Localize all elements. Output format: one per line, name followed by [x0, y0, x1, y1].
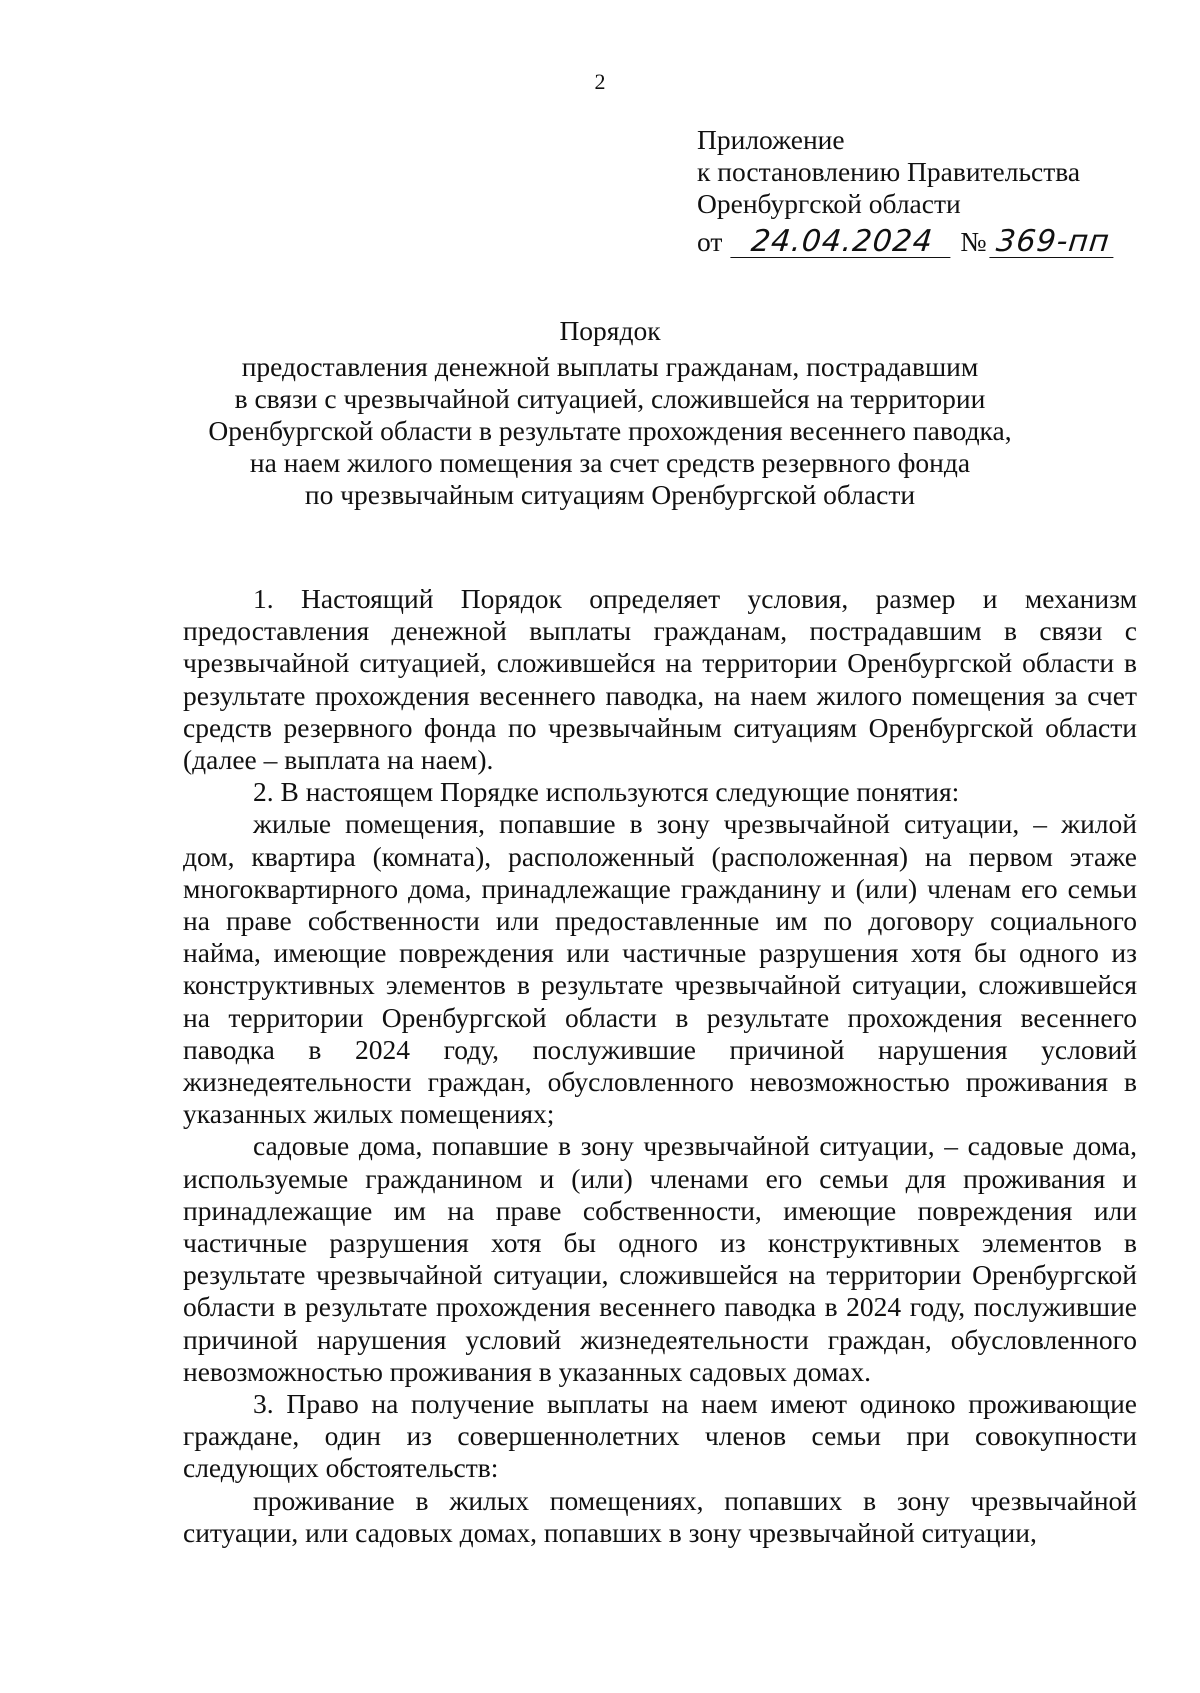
title-line-4: на наем жилого помещения за счет средств резервного фонда [249, 447, 971, 478]
document-title [150, 315, 1070, 511]
paragraph-1: 1. Настоящий Порядок определяет условия, размер и механизм предоставления денежной выплаты гражданам, пострадавшим в связи с чрезвычайной ситуацией, сложившейся на территории Оренбургской области в результате прохождения весеннего паводка, на наем жилого помещения за счет средств резервного фонда по чрезвычайным ситуациям Оренбургской области (далее – выплата на наем). [183, 583, 1137, 776]
page-number: 2 [594, 69, 606, 94]
handwritten-date: 24.04.2024 [731, 227, 954, 258]
appendix-date-number-row [697, 226, 1177, 258]
title-line-3: Оренбургской области в результате прохождения весеннего паводка, [208, 415, 1012, 446]
appendix-header [697, 124, 1177, 258]
appendix-line-2: к постановлению Правительства [697, 156, 1081, 187]
title-line-5: по чрезвычайным ситуациям Оренбургской области [304, 479, 916, 510]
paragraph-5: 3. Право на получение выплаты на наем имеют одиноко проживающие граждане, один из совершеннолетних членов семьи при совокупности следующих обстоятельств: [183, 1388, 1137, 1484]
appendix-line-1: Приложение [697, 124, 845, 155]
number-sign: № [960, 226, 987, 257]
from-label: от [697, 226, 723, 257]
document-body [183, 583, 1137, 1549]
paragraph-6: проживание в жилых помещениях, попавших в зону чрезвычайной ситуации, или садовых домах, попавших в зону чрезвычайной ситуации, [183, 1484, 1137, 1548]
title-line-1: предоставления денежной выплаты гражданам, пострадавшим [241, 351, 979, 382]
appendix-line-3: Оренбургской области [697, 188, 961, 219]
paragraph-4: садовые дома, попавшие в зону чрезвычайной ситуации, – садовые дома, используемые гражданином и (или) членами его семьи для проживания и принадлежащие им на праве собственности, имеющие повреждения или частичные разрушения хотя бы одного из конструктивных элементов в результате чрезвычайной ситуации, сложившейся на территории Оренбургской области в результате прохождения весеннего паводка в 2024 году, послужившие причиной нарушения условий жизнедеятельности граждан, обусловленного невозможностью проживания в указанных садовых домах. [183, 1130, 1137, 1387]
title-line-2: в связи с чрезвычайной ситуацией, сложившейся на территории [234, 383, 986, 414]
paragraph-3: жилые помещения, попавшие в зону чрезвычайной ситуации, – жилой дом, квартира (комната), расположенный (расположенная) на первом этаже многоквартирного дома, принадлежащие гражданину и (или) членам его семьи на праве собственности или предоставленные им по договору социального найма, имеющие повреждения или частичные разрушения хотя бы одного из конструктивных элементов в результате чрезвычайной ситуации, сложившейся на территории Оренбургской области в результате прохождения весеннего паводка в 2024 году, послужившие причиной нарушения условий жизнедеятельности граждан, обусловленного невозможностью проживания в указанных жилых помещениях; [183, 808, 1137, 1130]
title-main: Порядок [559, 315, 661, 346]
paragraph-2: 2. В настоящем Порядке используются следующие понятия: [253, 776, 960, 808]
handwritten-number: 369-пп [989, 227, 1116, 258]
